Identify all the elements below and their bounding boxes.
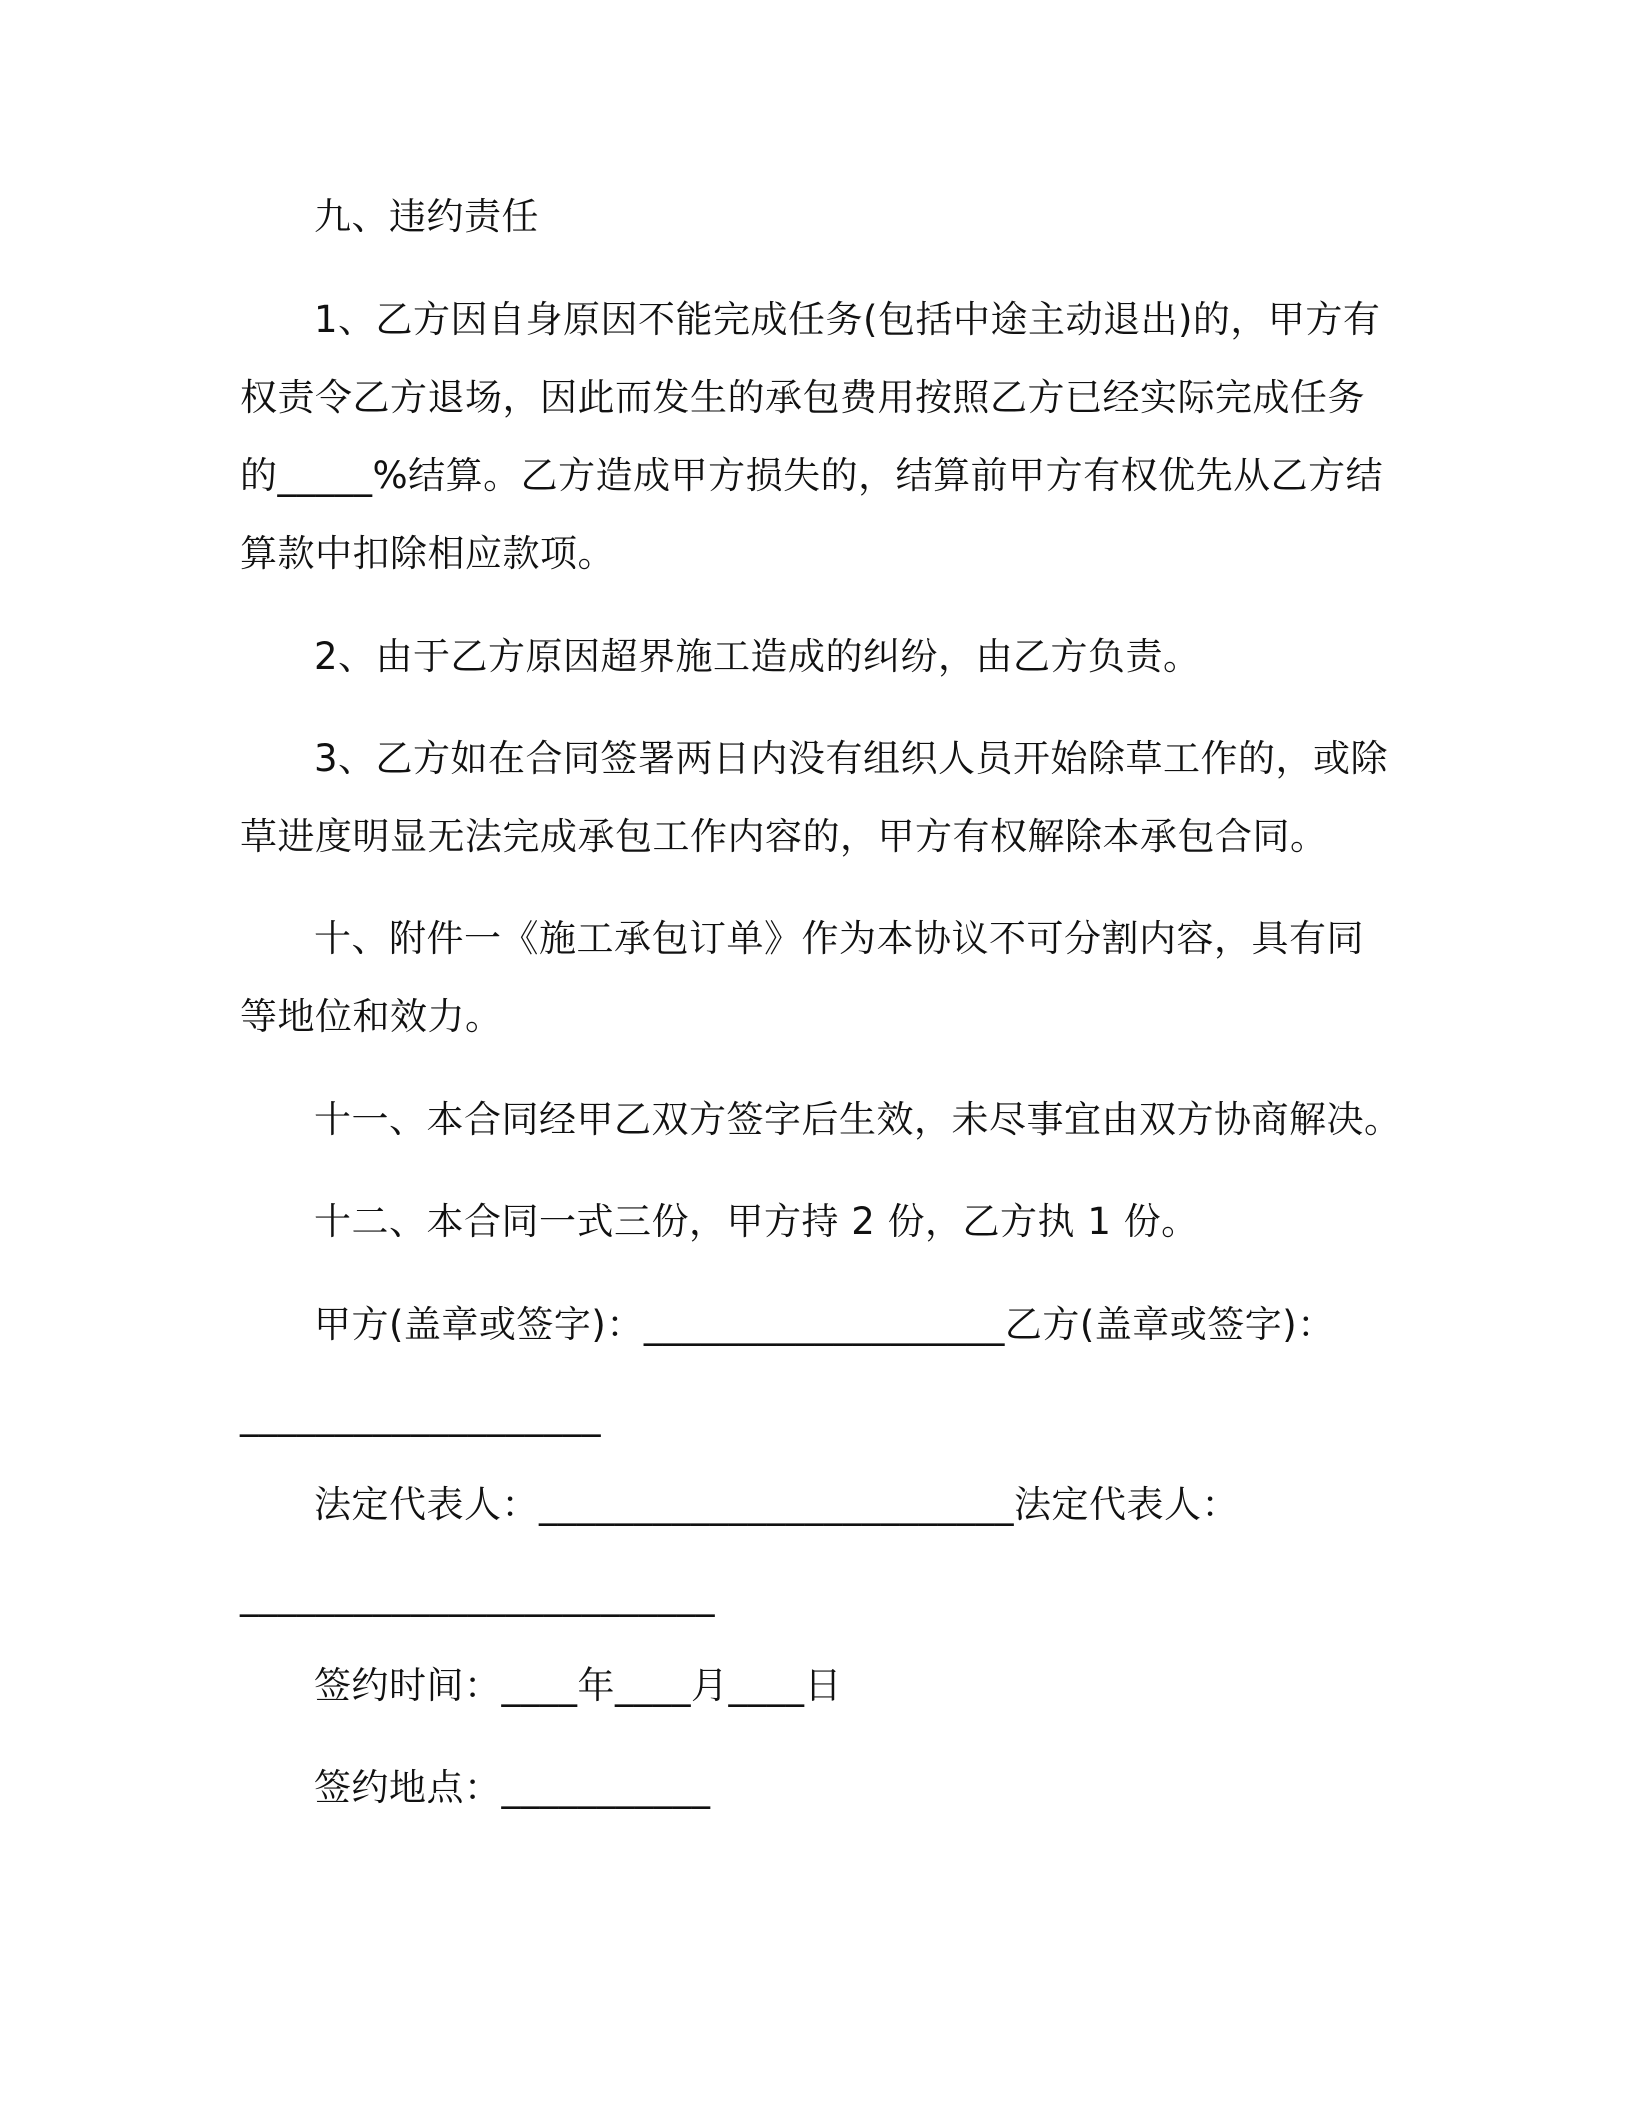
clause-3-line-1: 3、乙方如在合同签署两日内没有组织人员开始除草工作的，或除 <box>314 737 1389 780</box>
party-b-signature-blank: ___________________ <box>240 1394 601 1437</box>
clause-1-line-2: 权责令乙方退场，因此而发生的承包费用按照乙方已经实际完成任务 <box>240 376 1365 419</box>
party-signature-line: 甲方(盖章或签字)：___________________乙方(盖章或签字)： <box>314 1303 1335 1346</box>
clause-2: 2、由于乙方原因超界施工造成的纠纷，由乙方负责。 <box>314 635 1201 678</box>
clause-1-line-4: 算款中扣除相应款项。 <box>240 532 615 575</box>
section-ten-line-1: 十、附件一《施工承包订单》作为本协议不可分割内容，具有同 <box>314 917 1364 960</box>
clause-3-line-2: 草进度明显无法完成承包工作内容的，甲方有权解除本承包合同。 <box>240 815 1328 858</box>
legal-representative-line: 法定代表人：_________________________法定代表人： <box>314 1483 1239 1526</box>
signing-location: 签约地点：___________ <box>314 1766 711 1809</box>
section-heading-breach-liability: 九、违约责任 <box>314 195 539 238</box>
signing-date: 签约时间：____年____月____日 <box>314 1664 842 1707</box>
section-twelve: 十二、本合同一式三份，甲方持 2 份，乙方执 1 份。 <box>314 1200 1199 1243</box>
clause-1-line-1: 1、乙方因自身原因不能完成任务(包括中途主动退出)的，甲方有 <box>314 298 1381 341</box>
clause-1-line-3: 的_____%结算。乙方造成甲方损失的，结算前甲方有权优先从乙方结 <box>240 454 1384 497</box>
section-eleven: 十一、本合同经甲乙双方签字后生效，未尽事宜由双方协商解决。 <box>314 1098 1402 1141</box>
party-b-legal-representative-blank: _________________________ <box>240 1574 715 1617</box>
section-ten-line-2: 等地位和效力。 <box>240 995 503 1038</box>
